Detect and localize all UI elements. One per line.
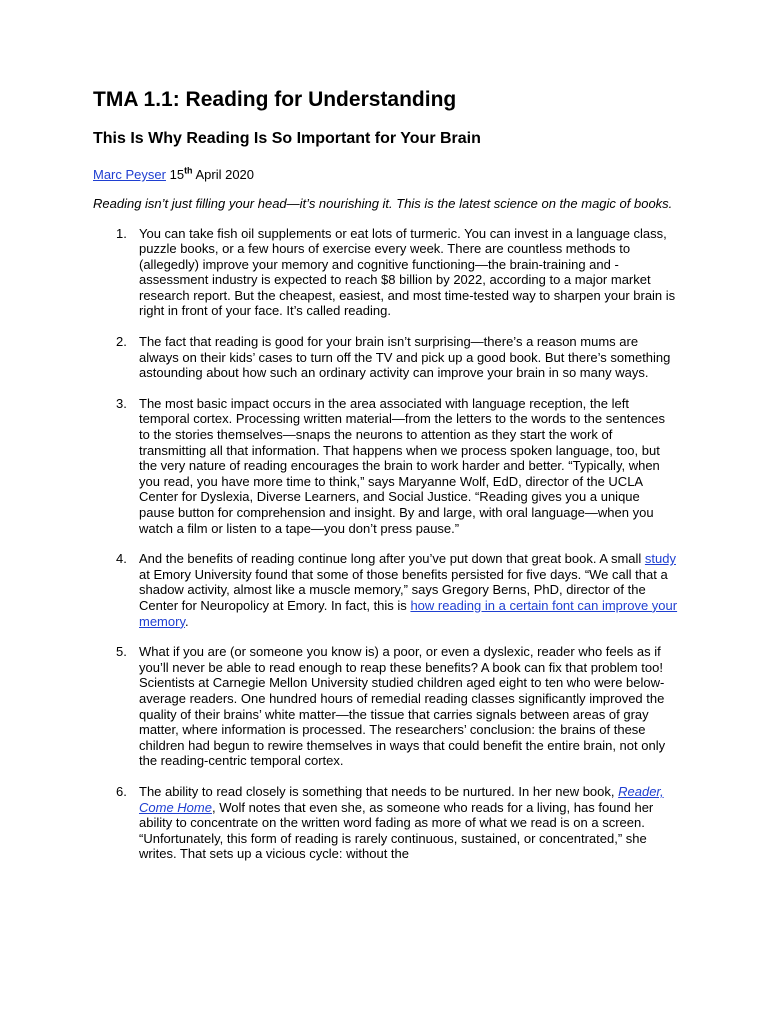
date-day-suffix: th [184, 165, 193, 176]
byline [93, 166, 678, 184]
item-number: 6. [116, 783, 127, 799]
font-memory-link[interactable]: how reading in a certain font can improve your memory [139, 597, 678, 629]
study-link[interactable]: study [644, 551, 676, 567]
paragraph-text-end: . [184, 613, 189, 629]
document-title: TMA 1.1: Reading for Understanding [93, 88, 457, 111]
numbered-paragraphs [93, 226, 678, 862]
paragraph-text: The most basic impact occurs in the area associated with language reception, the left temporal cortex. Processing written material—from the letters to the words to the sentences to the stories themselves—snaps the neurons to attention as they start the work of transmitting all that information. That happens when we process spoken language, too, but the very nature of reading encourages the brain to work harder and better. “Typically, when you read, you have more time to think,” says Maryanne Wolf, EdD, director of the UCLA Center for Dyslexia, Diverse Learners, and Social Justice. “Reading gives you a unique pause button for comprehension and insight. By and large, with oral language—when you watch a film or listen to a tape—you don’t press pause.” [139, 395, 666, 536]
paragraph-text: You can take fish oil supplements or eat lots of turmeric. You can invest in a language class, puzzle books, or a few hours of exercise every week. There are countless methods to (allegedly) improve your memory and cognitive functioning—the brain-training and -assessment industry is expected to reach $8 billion by 2022, according to a major market research report. But the cheapest, easiest, and most time-tested way to sharpen your brain is right in front of your face. It’s called reading. [139, 225, 676, 319]
author-link[interactable]: Marc Peyser [93, 167, 166, 182]
item-number: 2. [116, 334, 127, 350]
paragraph-text: What if you are (or someone you know is) a poor, or even a dyslexic, reader who feels as if you’ll never be able to read enough to reap these benefits? A book can fix that problem too! Scientists at Carnegie Mellon University studied children aged eight to ten who were below-average readers. One hundred hours of remedial reading classes significantly improved the quality of their brains’ white matter—the tissue that carries signals between areas of gray matter, where information is processed. The researchers’ conclusion: the brains of these children had begun to rewire themselves in ways that could benefit the entire brain, not only the reading-centric temporal cortex. [139, 644, 666, 769]
article-title: This Is Why Reading Is So Important for Your Brain [93, 130, 481, 147]
list-item [93, 226, 678, 320]
paragraph-text-part: at Emory University found that some of those benefits persisted for five days. “We call that a shadow activity, almost like a muscle memory,” says Gregory Berns, PhD, director of the Center for Neuropolicy at Emory. In fact, this is [139, 566, 668, 613]
paragraph-text-part: The ability to read closely is something that needs to be nurtured. In her new book, [139, 783, 615, 799]
item-number: 1. [116, 225, 127, 241]
paragraph-text-part: And the benefits of reading continue long after you’ve put down that great book. A small [139, 551, 642, 567]
paragraph-text-part: , Wolf notes that even she, as someone who reads for a living, has found her ability to concentrate on the written word fading as more of what we read is on a screen. “Unfortunately, this form of reading is rarely continuous, sustained, or concentrated,” she writes. That sets up a vicious cycle: without the [139, 799, 654, 862]
list-item [93, 784, 678, 862]
list-item [93, 644, 678, 769]
list-item [93, 551, 678, 629]
intro-text: Reading isn’t just filling your head—it’s nourishing it. This is the latest science on the magic of books. [93, 196, 673, 211]
item-number: 3. [116, 395, 127, 411]
document-page [93, 86, 678, 877]
date-day: 15 [169, 167, 185, 182]
date-month-year: April 2020 [195, 167, 255, 182]
book-title-link[interactable]: Reader, Come Home [139, 783, 664, 815]
paragraph-text: The fact that reading is good for your brain isn’t surprising—there’s a reason mums are always on their kids’ cases to turn off the TV and pick up a good book. But there’s something astounding about how such an ordinary activity can improve your brain in so many ways. [139, 334, 671, 381]
item-number: 5. [116, 644, 127, 660]
list-item [93, 334, 678, 381]
list-item [93, 396, 678, 536]
item-number: 4. [116, 551, 127, 567]
